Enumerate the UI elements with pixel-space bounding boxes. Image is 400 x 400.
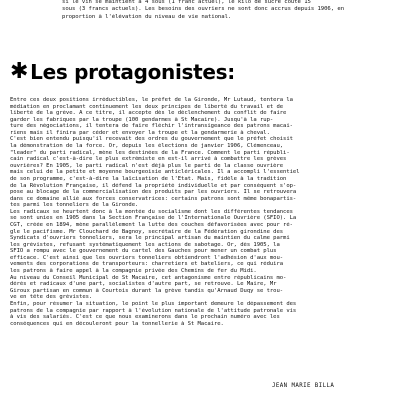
text-line: dans ce domaine allié aux forces conservatrices: certains patrons sont même bonapartis-	[10, 195, 297, 202]
text-line: dérés et radicaux d'une part, socialistes d'autre part, se retrouve. Le Maire, Mr	[10, 281, 277, 288]
asterisk-icon: ✱	[10, 59, 29, 84]
text-line: Les radicaux se heurtent donc à la montée du socialisme dont les différentes tendances	[10, 208, 293, 215]
text-line: de son programme, c'est-à-dire la laïcisation de l'Etat. Mais, fidèle à la tradition	[10, 175, 287, 182]
text-line: mais celui de la petite et moyenne bourgeoisie anticléricales. Il a accompli l'essentiel	[10, 169, 300, 176]
text-line: patrons de la compagnie par rapport à l'évolution nationale de l'attitude patronale vis	[10, 307, 297, 314]
text-line: cain radical c'est-à-dire le plus extrémiste en est-il arrivé à combattre les grèves	[10, 156, 287, 163]
text-line: ouvrières? En 1905, le parti radical n'est déjà plus le parti de la classe ouvrière	[10, 162, 284, 169]
text-line: vements des corporations de transporteurs: charretiers et bateliers, ce qui réduira	[10, 261, 284, 268]
text-line: efficace. C'est ainsi que les ouvriers tonneliers obtiendront l'adhésion d'aux mou-	[10, 254, 284, 261]
text-line: liberté de la grève. A ce titre, il accepte dès le déclenchement du conflit de faire	[10, 110, 287, 117]
text-line: SFIO a rompu avec le gouvernement du cartel des Gauches pour mener un combat plus	[10, 248, 277, 255]
text-line: à vis des salariés. C'est ce que nous examinerons dans le prochain numéro avec les	[10, 314, 280, 321]
text-line: la démonstration de la force. Or, depuis les élections de janvier 1906, Clémenceau,	[10, 143, 284, 150]
text-line: de la Révolution Française, il défend la propriété individuelle et par conséquent s'op-	[10, 182, 297, 189]
author-signature: JEAN MARIE BILLA	[272, 383, 335, 389]
text-line: les grévistes, refusant systématiquement les actions de sabotage. Or, dès 1905, la	[10, 241, 280, 248]
text-line: ture des négociations, il tentera de faire fléchir l'intransigeance des patrons macai-	[10, 123, 293, 130]
text-line: tes parmi les tonneliers de la Gironde.	[10, 202, 139, 209]
text-line: sous (3 francs actuels). Les besoins des ouvriers ne sont donc accrus depuis 1906, en	[62, 6, 345, 13]
text-line: conséquences qui en découleront pour la tonnellerie à St Macaire.	[10, 320, 224, 327]
text-line: riens mais il finira par céder et envoyer la troupe et la gendarmerie à cheval.	[10, 129, 270, 136]
text-line: Au niveau du Conseil Municipal de St Macaire, cet antagonisme entre républicains mo-	[10, 274, 287, 281]
section-title: Les protagonistes:	[30, 60, 235, 84]
text-line: proportion à l'élévation du niveau de vie national.	[62, 13, 232, 20]
text-line: C'est bien entendu puisqu'il recevait des ordres du gouvernement que le préfet choisit	[10, 136, 293, 143]
text-line: CGT, créée en 1894, mène parallèlement la lutte des couches défavorisées avec pour ré-	[10, 221, 293, 228]
text-line: Giroux partisan en commun à Courtois durant la grève tandis qu'Arnaud Duqy se trou-	[10, 287, 284, 294]
text-line: se sont unies en 1905 dans la Section Française de l'Internationale Ouvrière (SFIO). La	[10, 215, 297, 222]
text-line: Entre ces deux positions irréductibles, le préfet de la Gironde, Mr Lutaud, tentera la	[10, 97, 293, 103]
text-line: si le vin se maintient à 4 sous (1 franc actuel), le kilo de sucre coûte 15	[62, 0, 311, 5]
article-body	[10, 97, 394, 327]
text-line: ve en tête des grévistes.	[10, 294, 93, 301]
section-heading	[10, 60, 235, 84]
text-line: "leader" du parti radical, mène les destinées de la France. Comment le parti républi-	[10, 149, 290, 156]
text-line: gle le pacifisme. Mr Clouchard de Bagnoy, secrétaire de la Fédération girondine des	[10, 228, 284, 235]
text-line: garder les fabriques par la troupe (100 gendarmes à St Macaire). Jusqu'à la rup-	[10, 116, 274, 123]
text-line: Enfin, pour résumer la situation, le point le plus important demeure le dépassement des	[10, 300, 297, 307]
text-line: médiation en proclamant continuement les deux principes de liberté du travail et de	[10, 103, 284, 110]
previous-section-text	[62, 0, 388, 21]
text-line: pose au blocage de la commercialisation des produits par les ouvriers. Il se retrouvera	[10, 189, 297, 196]
text-line: Syndicats d'ouvriers tonneliers, sera le principal artisan du maintien du calme parmi	[10, 235, 290, 242]
text-line: les patrons à faire appel à la compagnie privée des Chemins de fer du Midi.	[10, 268, 257, 275]
